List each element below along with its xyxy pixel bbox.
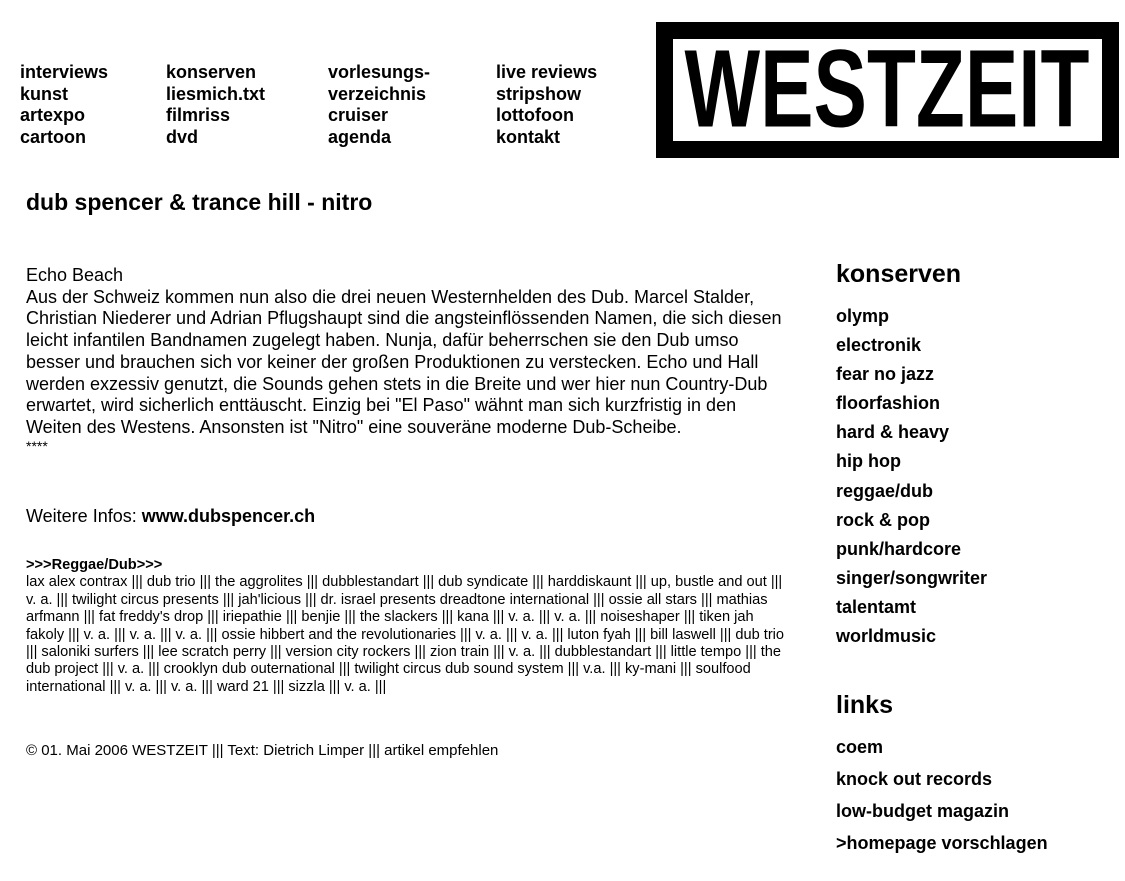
sidebar-item-punk-hardcore[interactable]: punk/hardcore <box>836 538 962 559</box>
logo-text: WESTZEIT <box>684 39 1090 141</box>
sidebar-links-title: links <box>836 691 893 719</box>
nav-link-lottofoon[interactable]: lottofoon <box>496 105 574 126</box>
logo-frame <box>673 39 1102 141</box>
article-body <box>26 265 786 453</box>
nav-link-filmriss[interactable]: filmriss <box>166 105 231 126</box>
nav-link-cruiser[interactable]: cruiser <box>328 105 389 126</box>
sidebar-item-worldmusic[interactable]: worldmusic <box>836 626 937 647</box>
sidebar-item-talentamt[interactable]: talentamt <box>836 596 917 617</box>
genre-heading-link[interactable]: >>>Reggae/Dub>>> <box>26 557 163 573</box>
rating-stars: **** <box>26 437 48 454</box>
nav-link-stripshow[interactable]: stripshow <box>496 83 582 104</box>
sidebar-links-list <box>836 736 1048 864</box>
article-title: dub spencer & trance hill - nitro <box>26 189 373 215</box>
sidebar-item-rock-pop[interactable]: rock & pop <box>836 509 931 530</box>
article-text: Aus der Schweiz kommen nun also die drei neuen Westernhelden des Dub. Marcel Stalder, Christian Niederer und Adrian Pflugshaupt sind die angsteinflössenden Namen, die sich diesen leicht infantilen Bandnamen zugelegt haben. Nunja, dafür beherrschen sie den Dub umso besser und brauchen sich vor keiner der großen Produktionen zu verstecken. Echo und Hall werden exzessiv genutzt, die Sounds gehen stets in die Breite und wer hier nun Country-Dub erwartet, wird sicherlich enttäuscht. Einzig bei "El Paso" wähnt man sich kurzfristig in den Weiten des Westens. Ansonsten ist "Nitro" eine souveräne moderne Dub-Scheibe. <box>26 286 782 437</box>
sidebar-link-homepage-vorschlagen[interactable]: >homepage vorschlagen <box>836 833 1048 853</box>
further-info <box>26 506 315 527</box>
nav-column-4 <box>496 62 597 149</box>
genre-items[interactable]: lax alex contrax ||| dub trio ||| the aggrolites ||| dubblestandart ||| dub syndicate ||| harddiskaunt ||| up, bustle and out ||| v. a. ||| twilight circus presents ||| jah'licious ||| dr. israel presents dreadtone international ||| ossie all stars ||| mathias arfmann ||| fat freddy's drop ||| iriepathie ||| benjie ||| the slackers ||| kana ||| v. a. ||| v. a. ||| noiseshaper ||| tiken jah fakoly ||| v. a. ||| v. a. ||| v. a. ||| ossie hibbert and the revolutionaries ||| v. a. ||| v. a. ||| luton fyah ||| bill laswell ||| dub trio ||| saloniki surfers ||| lee scratch perry ||| version city rockers ||| zion train ||| v. a. ||| dubblestandart ||| little tempo ||| the dub project ||| v. a. ||| crooklyn dub outernational ||| twilight circus dub sound system ||| v.a. ||| ky-mani ||| soulfood international ||| v. a. ||| v. a. ||| ward 21 ||| sizzla ||| v. a. ||| <box>26 574 785 695</box>
nav-column-3 <box>328 62 430 149</box>
nav-link-kunst[interactable]: kunst <box>20 83 69 104</box>
article-label: Echo Beach <box>26 265 124 285</box>
sidebar-link-coem[interactable]: coem <box>836 737 884 757</box>
nav-link-liesmich[interactable]: liesmich.txt <box>166 83 266 104</box>
sidebar-item-reggae-dub[interactable]: reggae/dub <box>836 480 934 501</box>
nav-link-artexpo[interactable]: artexpo <box>20 105 86 126</box>
recommend-article-link[interactable]: artikel empfehlen <box>384 742 499 759</box>
article-footer <box>26 742 498 759</box>
nav-column-1 <box>20 62 108 149</box>
sidebar-link-knock-out-records[interactable]: knock out records <box>836 769 993 789</box>
sidebar-link-low-budget-magazin[interactable]: low-budget magazin <box>836 801 1009 821</box>
westzeit-logo[interactable] <box>656 22 1119 158</box>
nav-column-2 <box>166 62 265 149</box>
sidebar-item-singer-songwriter[interactable]: singer/songwriter <box>836 567 988 588</box>
further-info-label: Weitere Infos: <box>26 506 142 526</box>
nav-link-cartoon[interactable]: cartoon <box>20 127 87 148</box>
nav-link-konserven[interactable]: konserven <box>166 62 257 82</box>
nav-link-agenda[interactable]: agenda <box>328 127 392 148</box>
sidebar-item-floorfashion[interactable]: floorfashion <box>836 393 940 414</box>
sidebar-item-fear-no-jazz[interactable]: fear no jazz <box>836 364 935 385</box>
band-website-link[interactable]: www.dubspencer.ch <box>141 506 316 526</box>
sidebar-item-olymp[interactable]: olymp <box>836 306 890 326</box>
sidebar-item-hard-heavy[interactable]: hard & heavy <box>836 422 950 443</box>
nav-link-live-reviews[interactable]: live reviews <box>496 62 598 82</box>
nav-link-vorlesungs[interactable]: vorlesungs- <box>328 62 431 82</box>
logo-wordmark <box>673 39 1102 141</box>
sidebar-item-hip-hop[interactable]: hip hop <box>836 451 901 472</box>
nav-link-kontakt[interactable]: kontakt <box>496 127 561 148</box>
nav-link-dvd[interactable]: dvd <box>166 127 199 148</box>
copyright-text: © 01. Mai 2006 WESTZEIT ||| Text: Dietrich Limper ||| <box>26 742 385 759</box>
nav-link-interviews[interactable]: interviews <box>20 62 109 82</box>
nav-link-verzeichnis[interactable]: verzeichnis <box>328 83 427 104</box>
genre-list <box>26 557 786 696</box>
sidebar-item-electronik[interactable]: electronik <box>836 335 922 356</box>
sidebar-konserven-list <box>836 305 987 654</box>
sidebar-konserven-title: konserven <box>836 260 962 288</box>
